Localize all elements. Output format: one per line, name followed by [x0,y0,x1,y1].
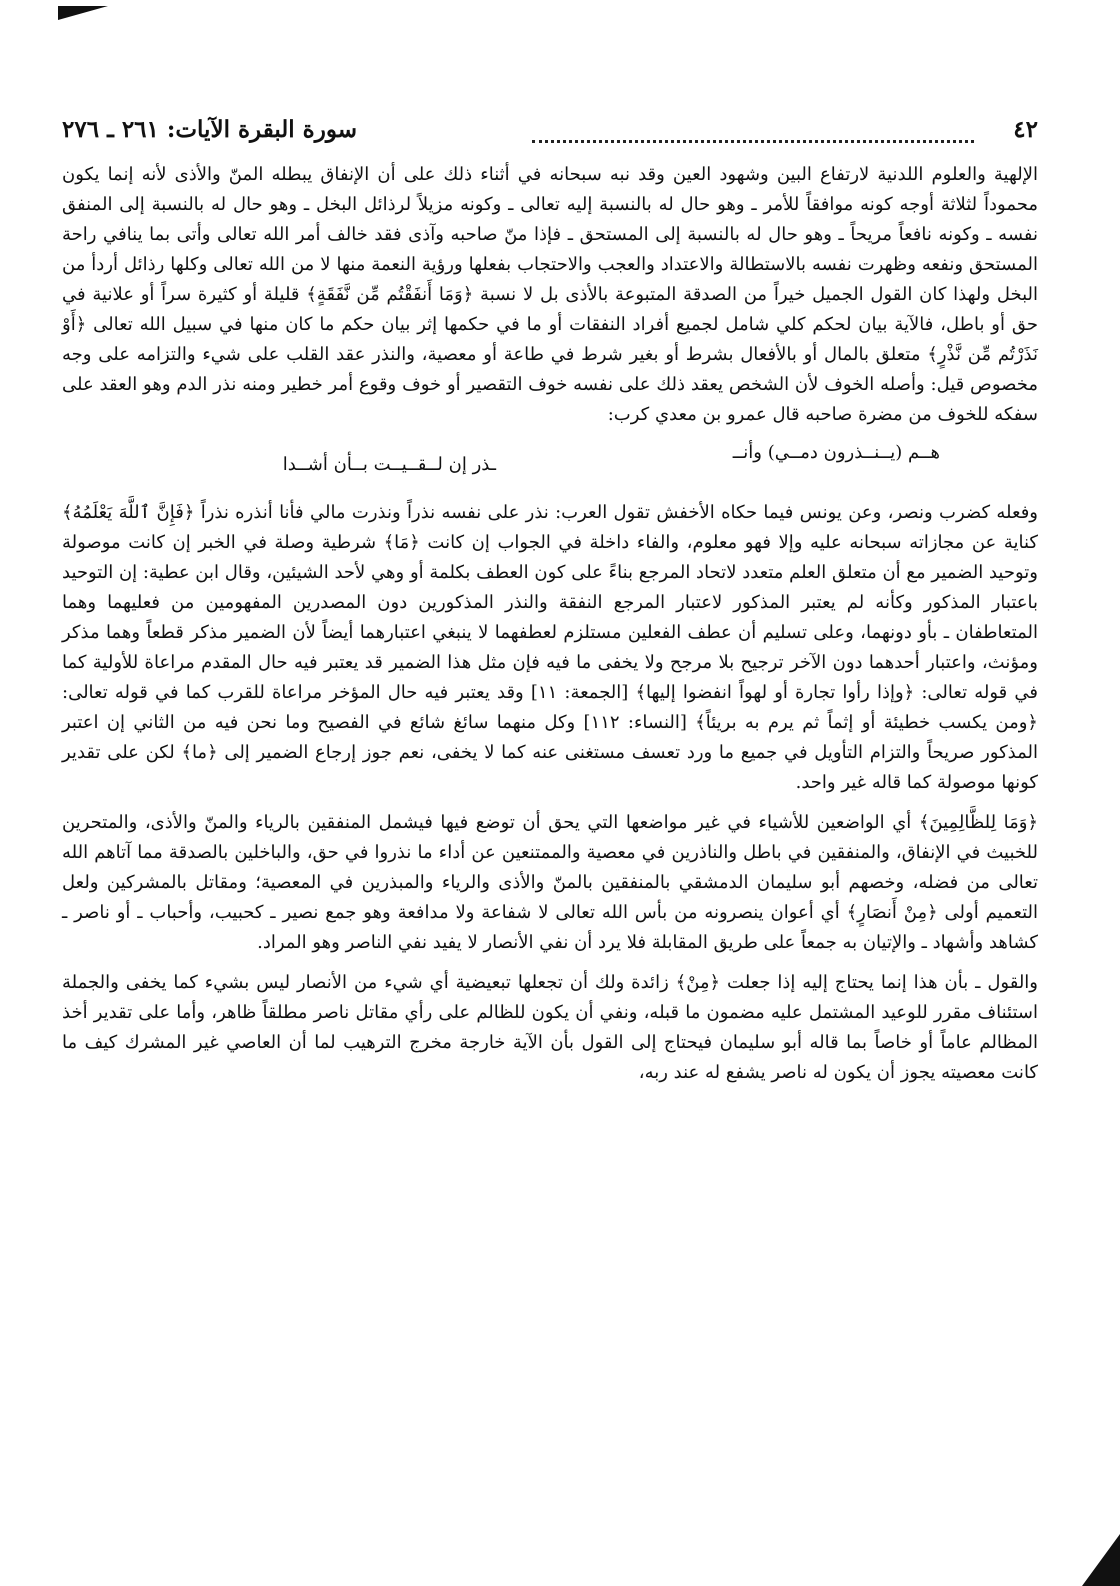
body-paragraph: وفعله كضرب ونصر، وعن يونس فيما حكاه الأخفش تقول العرب: نذر على نفسه نذراً ونذرت مالي فأنا أنذره نذراً ﴿فَإِنَّ ٱللَّهَ يَعْلَمُهُ﴾ كناية عن مجازاته سبحانه عليه وإلا فهو معلوم، والفاء داخلة في الجواب إن كانت ﴿مَا﴾ شرطية وصلة في الخبر إن كانت موصولة وتوحيد الضمير مع أن متعلق العلم متعدد لاتحاد المرجع بناءً على كون العطف بكلمة أو وهي لأحد الشيئين، وقال ابن عطية: إن التوحيد باعتبار المذكور وكأنه لم يعتبر المذكور لاعتبار المرجع النفقة والنذر المذكورين دون المصدرين المفهومين من فعليهما وهما المتعاطفان ـ بأو دونهما، وعلى تسليم أن عطف الفعلين مستلزم لعطفهما لا ينبغي اعتبارهما أيضاً لأن الضمير مذكر قطعاً وهما مذكر ومؤنث، واعتبار أحدهما دون الآخر ترجيح بلا مرجح ولا يخفى ما فيه فإن مثل هذا الضمير قد يعتبر فيه حال المقدم مراعاة للأولية كما في قوله تعالى: ﴿وإذا رأوا تجارة أو لهواً انفضوا إليها﴾ [الجمعة: ١١] وقد يعتبر فيه حال المؤخر مراعاة للقرب كما في قوله تعالى: ﴿ومن يكسب خطيئة أو إثماً ثم يرم به بريئاً﴾ [النساء: ١١٢] وكل منهما سائغ شائع في الفصيح وما نحن فيه من الثاني إن اعتبر المذكور صريحاً والتزام التأويل في جميع ما ورد تعسف مستغنى عنه كما لا يخفى، نعم جوز إرجاع الضمير إلى ﴿ما﴾ لكن على تقدير كونها موصولة كما قاله غير واحد. [62,502,1039,793]
poetry-verse [62,440,1038,490]
running-title: سورة البقرة الآيات: ٢٦١ ـ ٢٧٦ [62,116,357,143]
scan-edge-mark [58,6,108,20]
verse-first-hemistich: هــم (يــنــذرون دمــي) وأنــ [732,442,940,463]
body-paragraph: الإلهية والعلوم اللدنية لارتفاع البين وشهود العين وقد نبه سبحانه في أثناء ذلك على أن الإنفاق يبطله المنّ والأذى لأنه إنما يكون محموداً لثلاثة أوجه كونه موافقاً للأمر ـ وهو حال له بالنسبة إليه تعالى ـ وكونه مزيلاً لرذائل البخل ـ وهو حال له بالنسبة إلى المنفق نفسه ـ وكونه نافعاً مريحاً ـ وهو حال له بالنسبة إلى المستحق ـ فإذا منّ صاحبه وآذى فقد خالف أمر الله تعالى وأتى بما ينافي راحة المستحق ونفعه وظهرت نفسه بالاستطالة والاعتداد والعجب والاحتجاب بفعلها ورؤية النعمة منها لا من الله تعالى وكلها رذائل أردأ من البخل ولهذا كان القول الجميل خيراً من الصدقة المتبوعة بالأذى بل لا نسبة ﴿وَمَا أَنفَقْتُم مِّن نَّفَقَةٍ﴾ قليلة أو كثيرة سراً أو علانية في حق أو باطل، فالآية بيان لحكم كلي شامل لجميع أفراد النفقات أو ما في حكمها إثر بيان حكم ما كان منها في سبيل الله تعالى ﴿أَوْ نَذَرْتُم مِّن نَّذْرٍ﴾ متعلق بالمال أو بالأفعال بشرط أو بغير شرط في طاعة أو معصية، والنذر عقد القلب على شيء والتزامه على وجه مخصوص قيل: وأصله الخوف لأن الشخص يعقد ذلك على نفسه خوف التقصير أو خوف وقوع أمر خطير ومنه نذر الدم وهو العقد على سفكه للخوف من مضرة صاحبه قال عمرو بن معدي كرب: [62,164,1038,425]
verse-second-hemistich: ـذر إن لــقــيــت بــأن أشــدا [282,454,496,475]
page-body [62,160,1038,1098]
scan-corner-mark [1082,1534,1120,1586]
page-number: ٤٢ [1013,116,1038,143]
page-header [62,114,1038,154]
body-paragraph: والقول ـ بأن هذا إنما يحتاج إليه إذا جعلت ﴿مِنْ﴾ زائدة ولك أن تجعلها تبعيضية أي شيء من الأنصار ليس بشيء كما يخفى والجملة استئناف مقرر للوعيد المشتمل عليه مضمون ما قبله، ونفي أن يكون للظالم على رأي مقاتل ناصر مطلقاً ظاهر، وأما على تقدير أخذ المظالم عاماً أو خاصاً بما قاله أبو سليمان فيحتاج إلى القول بأن الآية خارجة مخرج الترهيب لما أن العاصي غير المشرك كيف ما كانت معصيته يجوز أن يكون له ناصر يشفع له عند ربه، [62,972,1038,1083]
header-dotted-rule [532,140,974,143]
body-paragraph: ﴿وَمَا لِلظَّالِمِينَ﴾ أي الواضعين للأشياء في غير مواضعها التي يحق أن توضع فيها فيشمل المنفقين بالرياء والمنّ والأذى، والمتحرين للخبيث في الإنفاق، والمنفقين في باطل والناذرين في معصية والممتنعين عن أداء ما نذروا في حق، والباخلين بالصدقة مما آتاهم الله تعالى من فضله، وخصهم أبو سليمان الدمشقي بالمنفقين بالمنّ والأذى والرياء والمبذرين في المعصية؛ ومقاتل بالمشركين ولعل التعميم أولى ﴿مِنْ أَنصَارٍ﴾ أي أعوان ينصرونه من بأس الله تعالى لا شفاعة ولا مدافعة وهو جمع نصير ـ كحبيب، وأحباب ـ أو ناصر ـ كشاهد وأشهاد ـ والإتيان به جمعاً على طريق المقابلة فلا يرد أن نفي الأنصار لا يفيد نفي الناصر وهو المراد. [62,812,1038,953]
